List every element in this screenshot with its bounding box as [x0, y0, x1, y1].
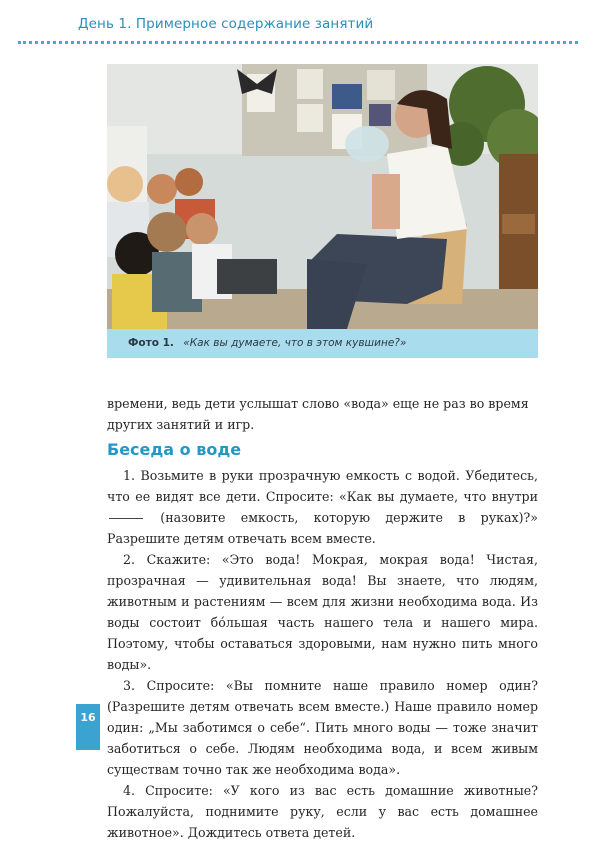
- intro-paragraph: времени, ведь дети услышат слово «вода» еще не раз во время других занятий и игр.: [107, 396, 529, 432]
- page-number: 16: [76, 704, 100, 750]
- classroom-photo: [107, 64, 538, 329]
- header-divider: [18, 41, 578, 44]
- section-heading: Беседа о воде: [107, 440, 242, 459]
- step-1-part-a: 1. Возьмите в руки прозрачную емкость с водой. Убедитесь, что ее видят все дети. Спросите: «Как вы думаете, что внутри: [107, 468, 538, 504]
- step-3: 3. Спросите: «Вы помните наше правило номер один? (Разрешите детям отвечать всем вместе.) Наше правило номер один: „Мы заботимся о себе“. Пить много воды — тоже значит заботиться о себе. Людям необходима вода, и всем живым существам точно так же необходима вода».: [107, 678, 538, 777]
- fill-in-blank: [109, 518, 143, 519]
- step-1: [107, 465, 538, 549]
- step-4: 4. Спросите: «У кого из вас есть домашние животные? Пожалуйста, поднимите руку, если у вас есть домашнее животное». Дождитесь ответа детей.: [107, 783, 538, 840]
- photo-caption: [107, 329, 538, 358]
- step-1-part-b: (назовите емкость, которую держите в руках)?» Разрешите детям отвечать всем вместе.: [107, 510, 538, 546]
- step-2: 2. Скажите: «Это вода! Мокрая, мокрая вода! Чистая, прозрачная — удивительная вода! Вы знаете, что людям, животным и растениям — всем для жизни необходима вода. Из воды состоит бо́льшая часть нашего тела и нашего мира. Поэтому, чтобы оставаться здоровыми, нам нужно пить много воды».: [107, 552, 538, 672]
- photo-illustration: [107, 64, 538, 329]
- caption-label: Фото 1.: [128, 337, 174, 349]
- running-header: День 1. Примерное содержание занятий: [78, 16, 374, 32]
- caption-text: «Как вы думаете, что в этом кувшине?»: [183, 337, 407, 349]
- instruction-steps: [107, 465, 538, 843]
